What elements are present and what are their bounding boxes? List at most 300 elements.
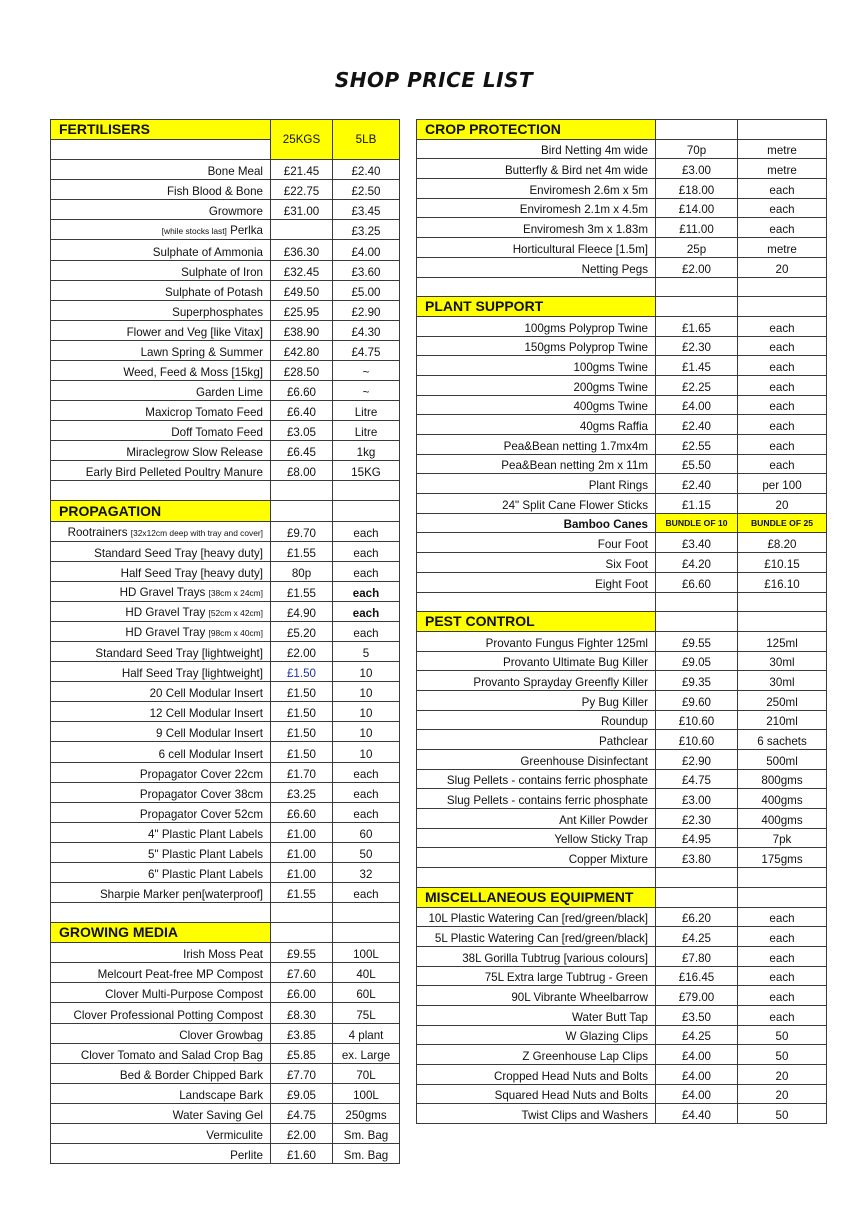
item-unit: £4.00 [333,240,400,260]
column-header-bundle-25: BUNDLE OF 25 [738,513,827,533]
empty-cell [51,481,271,501]
item-price: £4.00 [656,1084,738,1104]
table-row [417,946,827,966]
item-unit: £4.75 [333,340,400,360]
item-name: Clover Professional Potting Compost [73,1008,263,1022]
empty-cell [656,612,738,632]
item-unit: £3.25 [333,220,400,240]
table-row [417,336,827,356]
item-unit: £3.45 [333,200,400,220]
item-name-cell [417,1104,656,1124]
item-unit: £4.30 [333,320,400,340]
table-row [51,662,400,682]
item-name-cell [417,474,656,494]
table-row [51,401,400,421]
table-row [417,730,827,750]
item-price: £10.60 [656,730,738,750]
table-row [51,160,400,180]
fertilisers-heading: FERTILISERS [51,120,271,140]
item-price: £6.00 [271,983,333,1003]
item-price: £1.55 [271,581,333,601]
item-name: Horticultural Fleece [1.5m] [512,242,648,256]
item-name-cell [51,300,271,320]
table-row [417,1045,827,1065]
empty-cell [51,140,271,160]
item-unit: 1kg [333,441,400,461]
item-name-cell [417,828,656,848]
item-name-cell [51,441,271,461]
table-row [51,601,400,621]
item-name: Provanto Sprayday Greenfly Killer [473,675,648,689]
item-price: £8.30 [271,1003,333,1023]
item-name-cell [51,1043,271,1063]
table-row [51,1003,400,1023]
item-name: HD Gravel Tray [125,626,206,640]
blank-row [417,868,827,888]
item-unit: 250ml [738,690,827,710]
item-name: Ant Killer Powder [559,813,648,827]
item-price: £4.75 [656,769,738,789]
item-name: Bed & Border Chipped Bark [119,1068,263,1082]
item-unit: 70L [333,1063,400,1083]
table-row [51,300,400,320]
item-name-cell [51,682,271,702]
item-name: Bone Meal [207,165,263,179]
item-name-cell [51,160,271,180]
item-unit: each [738,946,827,966]
item-unit: 10 [333,682,400,702]
table-row [51,1103,400,1123]
item-price: £31.00 [271,200,333,220]
item-price: £2.40 [656,474,738,494]
item-price: £4.75 [271,1103,333,1123]
pest-control-header-row [417,612,827,632]
empty-cell [738,887,827,907]
item-name-cell [51,822,271,842]
table-row [417,986,827,1006]
item-price: £1.60 [271,1143,333,1163]
item-note: [52cm x 42cm] [208,607,263,618]
item-unit: metre [738,139,827,159]
item-price: £3.85 [271,1023,333,1043]
item-price: £49.50 [271,280,333,300]
item-price: £21.45 [271,160,333,180]
item-name: Slug Pellets - contains ferric phosphate [446,774,648,788]
item-unit: each [738,454,827,474]
item-name: Yellow Sticky Trap [554,833,648,847]
empty-cell [333,501,400,521]
table-row [417,651,827,671]
bamboo-header-row [417,513,827,533]
item-price: £14.00 [656,198,738,218]
page-title: SHOP PRICE LIST [334,68,534,92]
item-unit: each [333,882,400,902]
table-row [51,200,400,220]
empty-cell [333,481,400,501]
item-unit: Litre [333,401,400,421]
item-unit: each [738,179,827,199]
table-row [417,257,827,277]
table-row [51,943,400,963]
item-price: £1.50 [271,682,333,702]
item-unit: 250gms [333,1103,400,1123]
item-price: £1.45 [656,356,738,376]
item-price: £4.95 [656,828,738,848]
table-row [51,722,400,742]
item-price: £9.70 [271,521,333,541]
table-row [417,809,827,829]
item-name: Landscape Bark [179,1088,263,1102]
item-name: Propagator Cover 38cm [139,787,263,801]
item-unit: Sm. Bag [333,1123,400,1143]
item-name-cell [417,179,656,199]
item-name: Enviromesh 2.6m x 5m [529,183,648,197]
item-name: 200gms Twine [573,380,648,394]
item-name-cell [51,581,271,601]
item-name: 100gms Twine [573,360,648,374]
item-unit: each [738,907,827,927]
item-price: £4.40 [656,1104,738,1124]
table-row [417,1025,827,1045]
item-name-cell [417,435,656,455]
plant-support-header-row [417,297,827,317]
table-row [51,682,400,702]
item-price: £4.00 [656,1065,738,1085]
item-price: £1.50 [271,702,333,722]
table-row [417,828,827,848]
item-name-cell [417,395,656,415]
item-name: Clover Multi-Purpose Compost [105,988,263,1002]
item-name: 4" Plastic Plant Labels [148,827,263,841]
table-row [51,260,400,280]
item-unit: each [738,435,827,455]
item-unit: each [333,782,400,802]
table-row [51,822,400,842]
bamboo-canes-label: Bamboo Canes [417,513,656,533]
table-row [417,553,827,573]
item-name: 100gms Polyprop Twine [524,321,648,335]
item-price: £79.00 [656,986,738,1006]
table-row [417,316,827,336]
item-name: Slug Pellets - contains ferric phosphate [446,794,648,808]
item-price [271,220,333,240]
item-name: 20 Cell Modular Insert [149,687,263,701]
item-name: Maxicrop Tomato Feed [145,406,263,420]
table-row [417,494,827,514]
table-row [51,862,400,882]
item-name-cell [51,642,271,662]
item-name: 10L Plastic Watering Can [red/green/black] [428,912,648,926]
item-unit: 50 [333,842,400,862]
item-name-cell [51,541,271,561]
item-name-cell [417,533,656,553]
item-name-cell [51,963,271,983]
item-name-cell [51,762,271,782]
item-name-cell [417,848,656,868]
empty-cell [417,592,656,612]
table-row [417,848,827,868]
table-row [51,220,400,240]
table-row [51,280,400,300]
item-unit: ~ [333,360,400,380]
table-row [51,1083,400,1103]
table-row [51,1023,400,1043]
item-name: Early Bird Pelleted Poultry Manure [85,466,263,480]
item-name-cell [417,218,656,238]
item-name-cell [51,1023,271,1043]
item-unit: per 100 [738,474,827,494]
table-row [417,395,827,415]
item-unit: 100L [333,1083,400,1103]
crop-protection-heading: CROP PROTECTION [417,120,656,140]
item-name: 24" Split Cane Flower Sticks [502,498,648,512]
item-price: £1.70 [271,762,333,782]
empty-cell [271,923,333,943]
item-price: £6.60 [271,381,333,401]
item-name-cell [51,421,271,441]
table-row [417,1104,827,1124]
item-unit: 400gms [738,809,827,829]
item-name-cell [51,1003,271,1023]
item-unit: £2.40 [333,160,400,180]
table-row [51,521,400,541]
item-unit: 175gms [738,848,827,868]
item-unit: Sm. Bag [333,1143,400,1163]
item-price: £5.20 [271,621,333,641]
item-unit: each [738,356,827,376]
item-name: Sulphate of Potash [165,285,263,299]
item-unit: each [333,521,400,541]
item-unit: each [738,415,827,435]
item-name: Twist Clips and Washers [521,1109,648,1123]
empty-cell [656,277,738,297]
item-price: £4.00 [656,1045,738,1065]
table-row [51,642,400,662]
item-unit: 15KG [333,461,400,481]
table-row [417,671,827,691]
item-name-cell [51,601,271,621]
item-name-cell [51,340,271,360]
item-name-cell [51,461,271,481]
item-name: 5" Plastic Plant Labels [148,847,263,861]
item-unit: 5 [333,642,400,662]
table-row [417,435,827,455]
item-name: Pathclear [599,735,648,748]
item-unit: £2.90 [333,300,400,320]
item-name: Cropped Head Nuts and Bolts [493,1069,648,1083]
item-price: £8.00 [271,461,333,481]
item-name: Roundup [600,715,648,729]
empty-cell [656,297,738,317]
table-row [417,415,827,435]
table-row [51,441,400,461]
item-name: Bird Netting 4m wide [541,144,648,158]
item-name-cell [51,360,271,380]
table-row [51,320,400,340]
fertilisers-header-row [51,120,400,140]
table-row [417,1084,827,1104]
item-name-cell [417,769,656,789]
item-price: £4.25 [656,927,738,947]
item-name: Perlite [230,1149,263,1163]
table-row [51,1123,400,1143]
item-unit: each [333,601,400,621]
item-name: 6" Plastic Plant Labels [148,867,263,881]
item-name: Fish Blood & Bone [166,185,263,199]
item-price: £1.50 [271,742,333,762]
table-row [51,581,400,601]
item-price: £2.00 [656,257,738,277]
table-row [51,461,400,481]
item-name: Z Greenhouse Lap Clips [522,1050,648,1063]
table-row [417,375,827,395]
item-price: £3.40 [656,533,738,553]
item-name-cell [51,1103,271,1123]
item-price: £3.00 [656,789,738,809]
item-unit: ex. Large [333,1043,400,1063]
item-price: £1.00 [271,862,333,882]
miscellaneous-equipment-header-row [417,887,827,907]
blank-row [417,592,827,612]
item-name-cell [417,631,656,651]
item-price: £2.90 [656,750,738,770]
table-row [417,927,827,947]
item-name: Clover Tomato and Salad Crop Bag [80,1048,263,1062]
item-name: HD Gravel Trays [119,585,206,599]
item-price: £7.70 [271,1063,333,1083]
item-price: £1.15 [656,494,738,514]
table-row [417,179,827,199]
item-name-cell [51,1123,271,1143]
item-price: £1.55 [271,882,333,902]
item-price: £36.30 [271,240,333,260]
item-unit: £2.50 [333,180,400,200]
table-row [417,533,827,553]
item-price: £1.50 [271,662,333,682]
left-price-table [50,119,400,1164]
item-name: Melcourt Peat-free MP Compost [97,968,263,982]
item-name-cell [417,159,656,179]
item-name: 75L Extra large Tubtrug - Green [484,971,648,985]
item-name: Six Foot [605,557,648,571]
item-unit: 10 [333,702,400,722]
table-row [51,1143,400,1163]
item-name-cell [417,651,656,671]
item-price: 70p [656,139,738,159]
item-price: 25p [656,238,738,258]
item-price: £6.45 [271,441,333,461]
table-row [417,159,827,179]
item-name-cell [417,238,656,258]
empty-cell [417,868,656,888]
item-name: Standard Seed Tray [lightweight] [95,647,263,661]
item-unit: each [738,395,827,415]
item-name: Clover Growbag [179,1028,263,1042]
item-name-cell [51,381,271,401]
item-name: 150gms Polyprop Twine [524,341,648,355]
growing-media-header-row [51,923,400,943]
item-name: Greenhouse Disinfectant [520,754,648,768]
item-unit: 6 sachets [738,730,827,750]
item-price: £28.50 [271,360,333,380]
item-unit: each [333,762,400,782]
item-name: 90L Vibrante Wheelbarrow [511,990,648,1004]
pest-control-heading: PEST CONTROL [417,612,656,632]
table-row [417,789,827,809]
item-name: Propagator Cover 52cm [139,807,263,821]
item-unit: each [333,581,400,601]
table-row [51,782,400,802]
item-unit: 210ml [738,710,827,730]
item-name: HD Gravel Tray [125,605,206,619]
item-price: £9.55 [656,631,738,651]
item-name-cell [417,710,656,730]
table-row [51,340,400,360]
item-name: W Glazing Clips [565,1030,648,1044]
table-row [51,963,400,983]
item-name-cell [417,356,656,376]
item-note: [while stocks last] [161,226,227,237]
table-row [51,983,400,1003]
empty-cell [738,120,827,140]
item-name: Miraclegrow Slow Release [126,446,263,460]
item-name: Irish Moss Peat [183,948,263,962]
table-row [417,198,827,218]
item-name: Garden Lime [195,386,263,400]
item-unit: each [738,198,827,218]
item-price: £9.05 [271,1083,333,1103]
item-unit: 125ml [738,631,827,651]
item-name-cell [51,882,271,902]
item-unit: each [333,621,400,641]
item-price: £2.00 [271,642,333,662]
item-name: Growmore [208,205,263,219]
item-unit: Litre [333,421,400,441]
item-unit: 50 [738,1104,827,1124]
item-name: Perlka [230,224,263,238]
item-name: Flower and Veg [like Vitax] [126,325,263,339]
empty-cell [656,887,738,907]
table-row [51,561,400,581]
item-unit: each [738,927,827,947]
item-name-cell [51,621,271,641]
item-unit: 30ml [738,651,827,671]
item-name: Provanto Fungus Fighter 125ml [485,636,648,650]
item-name-cell [417,927,656,947]
item-price: £9.60 [656,690,738,710]
table-row [417,1005,827,1025]
item-name: Eight Foot [595,577,648,591]
item-name-cell [51,401,271,421]
item-name-cell [417,1065,656,1085]
item-unit: 20 [738,1084,827,1104]
item-name: Sulphate of Ammonia [152,245,263,259]
item-name-cell [51,180,271,200]
item-price: £3.25 [271,782,333,802]
item-name-cell [417,494,656,514]
item-name: Netting Pegs [581,262,648,276]
item-price: £10.60 [656,710,738,730]
item-price: £2.30 [656,809,738,829]
item-unit: each [738,1005,827,1025]
item-unit: metre [738,238,827,258]
item-name-cell [417,809,656,829]
item-note: [32x12cm deep with tray and cover] [130,527,263,538]
item-name-cell [51,802,271,822]
item-name-cell [51,742,271,762]
empty-cell [656,592,738,612]
item-price: £4.90 [271,601,333,621]
